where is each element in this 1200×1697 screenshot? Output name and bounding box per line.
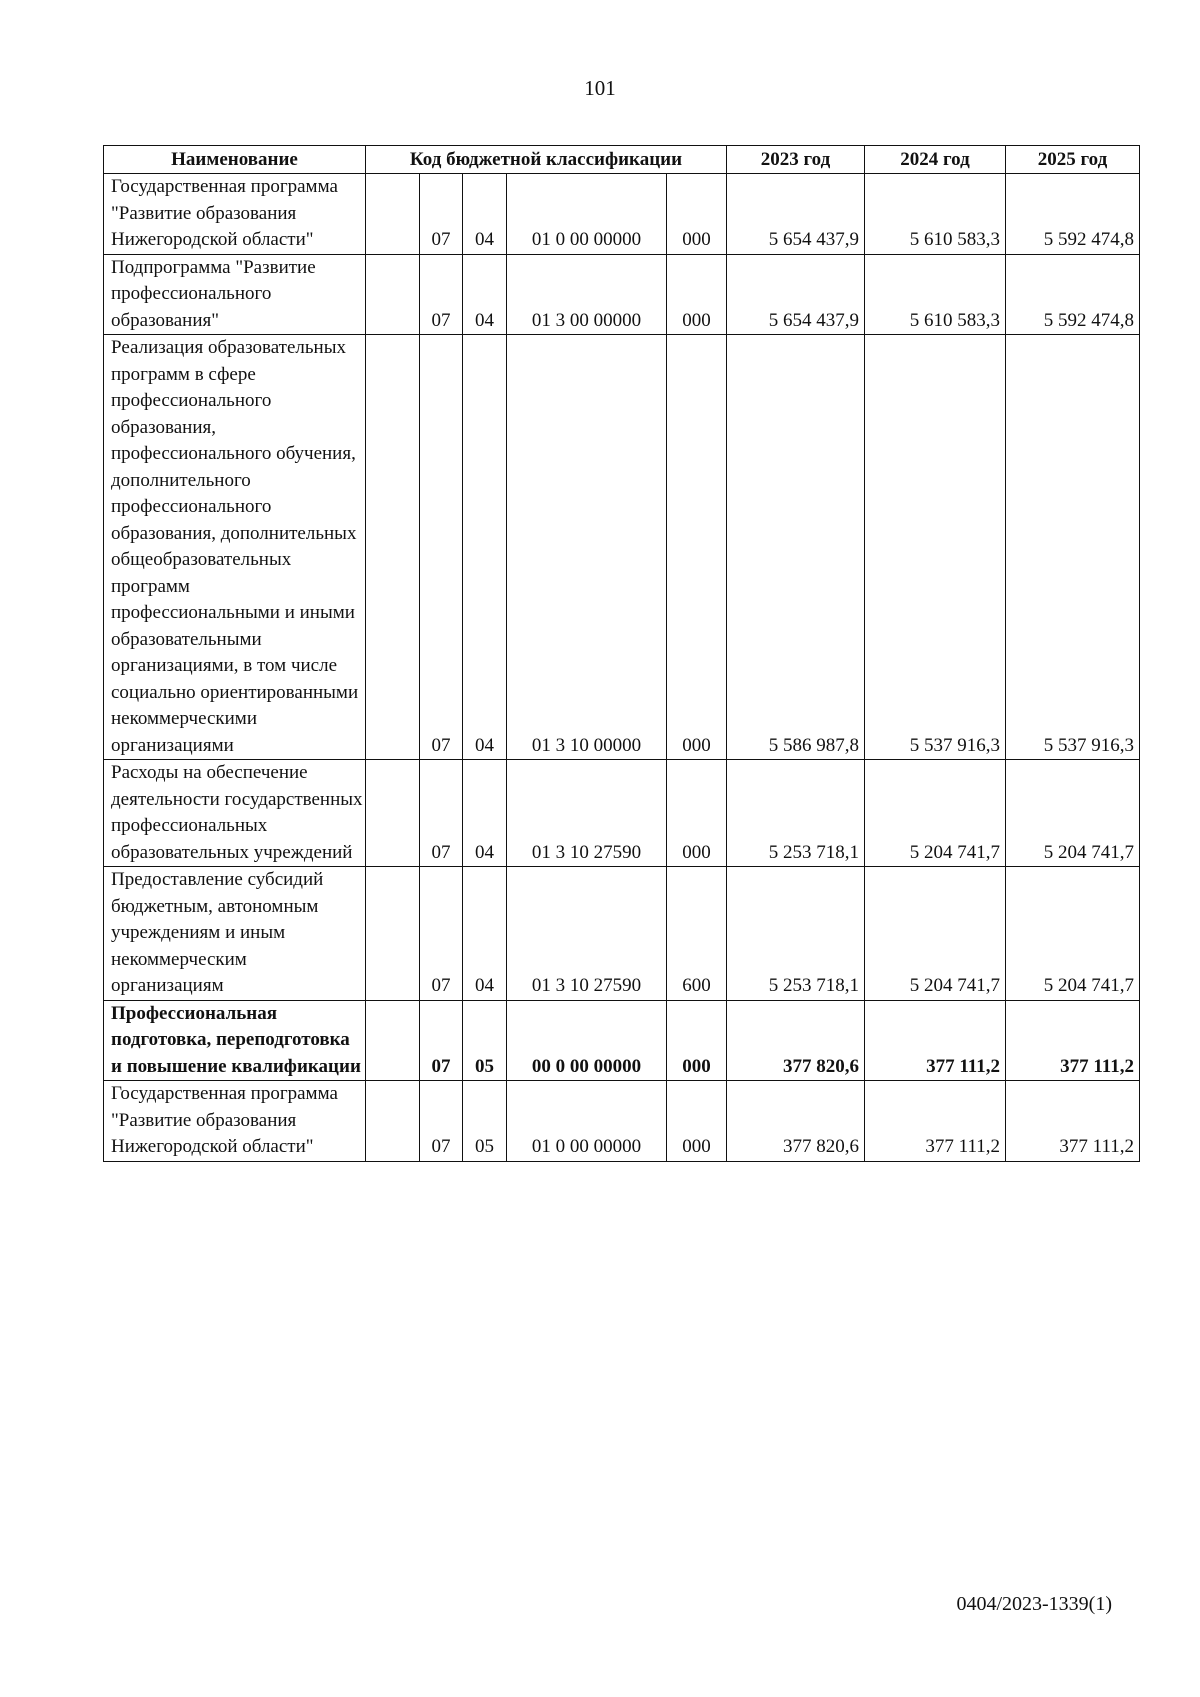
row-target-code-cell: 01 3 10 27590 (507, 760, 667, 867)
document-code: 0404/2023-1339(1) (956, 1593, 1112, 1615)
row-name-cell: Подпрограмма "Развитие профессионального образования" (104, 254, 366, 335)
row-code-empty-cell (366, 1000, 420, 1081)
row-target-code-cell: 01 3 00 00000 (507, 254, 667, 335)
row-name-cell: Государственная программа "Развитие образования Нижегородской области" (104, 174, 366, 255)
row-subsection-cell: 05 (463, 1000, 507, 1081)
header-2025: 2025 год (1006, 146, 1140, 174)
table-row (104, 1081, 1140, 1162)
row-2023-value: 5 253 718,1 (727, 867, 865, 1001)
page-number: 101 (584, 76, 616, 100)
row-2024-value: 377 111,2 (865, 1000, 1006, 1081)
row-target-code-cell: 01 0 00 00000 (507, 1081, 667, 1162)
table-row (104, 867, 1140, 1001)
row-name-cell: Профессиональная подготовка, переподготовка и повышение квалификации (104, 1000, 366, 1081)
row-2023-value: 377 820,6 (727, 1000, 865, 1081)
budget-table (103, 145, 1140, 1162)
header-budget-code: Код бюджетной классификации (366, 146, 727, 174)
row-2024-value: 5 610 583,3 (865, 254, 1006, 335)
table-header-row (104, 146, 1140, 174)
header-2023: 2023 год (727, 146, 865, 174)
row-2023-value: 5 654 437,9 (727, 254, 865, 335)
row-2025-value: 377 111,2 (1006, 1081, 1140, 1162)
row-2023-value: 5 253 718,1 (727, 760, 865, 867)
row-target-code-cell: 01 3 10 00000 (507, 335, 667, 760)
row-2024-value: 5 204 741,7 (865, 867, 1006, 1001)
row-expense-kind-cell: 000 (667, 335, 727, 760)
row-subsection-cell: 04 (463, 254, 507, 335)
row-2023-value: 377 820,6 (727, 1081, 865, 1162)
row-expense-kind-cell: 000 (667, 760, 727, 867)
table-row (104, 174, 1140, 255)
row-code-empty-cell (366, 1081, 420, 1162)
row-section-cell: 07 (420, 254, 463, 335)
table-row (104, 335, 1140, 760)
row-section-cell: 07 (420, 760, 463, 867)
row-2024-value: 5 204 741,7 (865, 760, 1006, 867)
row-2025-value: 5 592 474,8 (1006, 254, 1140, 335)
row-expense-kind-cell: 000 (667, 1000, 727, 1081)
row-section-cell: 07 (420, 335, 463, 760)
row-code-empty-cell (366, 760, 420, 867)
row-target-code-cell: 00 0 00 00000 (507, 1000, 667, 1081)
table-row (104, 760, 1140, 867)
row-code-empty-cell (366, 867, 420, 1001)
row-target-code-cell: 01 3 10 27590 (507, 867, 667, 1001)
row-name-cell: Расходы на обеспечение деятельности государственных профессиональных образовательных учреждений (104, 760, 366, 867)
row-code-empty-cell (366, 254, 420, 335)
row-code-empty-cell (366, 335, 420, 760)
row-name-cell: Государственная программа "Развитие образования Нижегородской области" (104, 1081, 366, 1162)
header-2024: 2024 год (865, 146, 1006, 174)
table-row (104, 1000, 1140, 1081)
row-2025-value: 5 592 474,8 (1006, 174, 1140, 255)
row-subsection-cell: 05 (463, 1081, 507, 1162)
row-section-cell: 07 (420, 1000, 463, 1081)
row-2025-value: 5 537 916,3 (1006, 335, 1140, 760)
row-2024-value: 5 610 583,3 (865, 174, 1006, 255)
row-subsection-cell: 04 (463, 174, 507, 255)
row-subsection-cell: 04 (463, 335, 507, 760)
row-subsection-cell: 04 (463, 760, 507, 867)
row-code-empty-cell (366, 174, 420, 255)
row-2024-value: 377 111,2 (865, 1081, 1006, 1162)
row-section-cell: 07 (420, 867, 463, 1001)
row-expense-kind-cell: 000 (667, 254, 727, 335)
table-row (104, 254, 1140, 335)
row-2023-value: 5 586 987,8 (727, 335, 865, 760)
row-2025-value: 5 204 741,7 (1006, 867, 1140, 1001)
row-subsection-cell: 04 (463, 867, 507, 1001)
row-expense-kind-cell: 000 (667, 1081, 727, 1162)
header-name: Наименование (104, 146, 366, 174)
row-2025-value: 5 204 741,7 (1006, 760, 1140, 867)
row-name-cell: Предоставление субсидий бюджетным, автономным учреждениям и иным некоммерческим организациям (104, 867, 366, 1001)
row-target-code-cell: 01 0 00 00000 (507, 174, 667, 255)
row-section-cell: 07 (420, 174, 463, 255)
row-2023-value: 5 654 437,9 (727, 174, 865, 255)
row-2024-value: 5 537 916,3 (865, 335, 1006, 760)
row-expense-kind-cell: 000 (667, 174, 727, 255)
row-2025-value: 377 111,2 (1006, 1000, 1140, 1081)
row-expense-kind-cell: 600 (667, 867, 727, 1001)
row-name-cell: Реализация образовательных программ в сфере профессионального образования, профессионального обучения, дополнительного профессионального образования, дополнительных общеобразовательных программ профессиональными и иными образовательными организациями, в том числе социально ориентированными некоммерческими организациями (104, 335, 366, 760)
row-section-cell: 07 (420, 1081, 463, 1162)
